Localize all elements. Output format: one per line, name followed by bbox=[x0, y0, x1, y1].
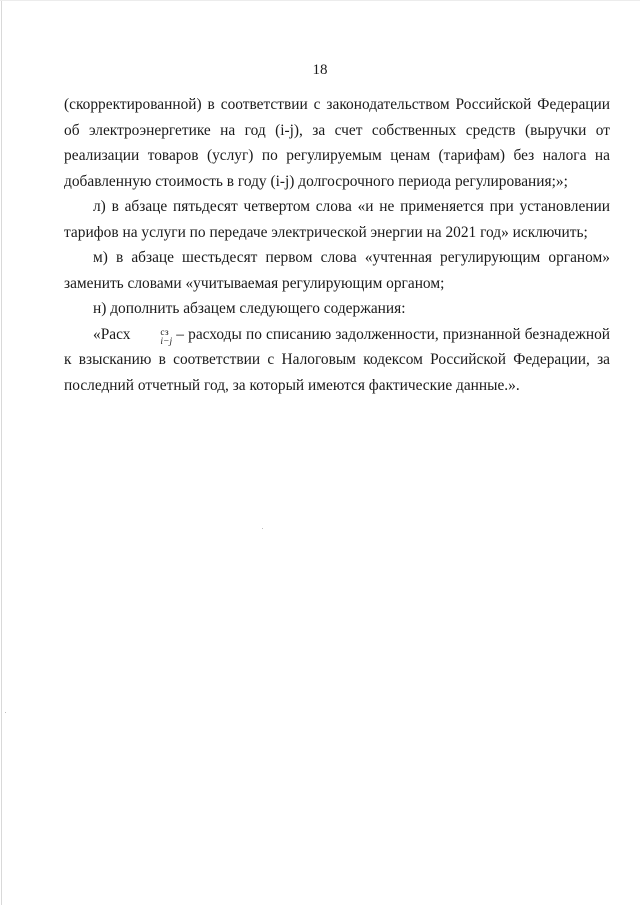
paragraph-item-n: н) дополнить абзацем следующего содержания: bbox=[93, 300, 406, 317]
paragraph-new-definition bbox=[64, 322, 610, 399]
document-body bbox=[64, 92, 610, 398]
page-left-edge bbox=[1, 0, 2, 905]
open-quote: « bbox=[93, 325, 101, 343]
page-top-edge bbox=[0, 0, 640, 1]
scan-speck bbox=[5, 712, 6, 713]
paragraph-item-m: м) в абзаце шестьдесят первом слова «учтенная регулирующим органом» заменить словами «учитываемая регулирующим органом; bbox=[64, 249, 610, 292]
formula-symbol bbox=[100, 325, 173, 347]
scan-speck bbox=[262, 528, 263, 529]
formula-symbol-subscript: i−j bbox=[160, 336, 173, 347]
page-number: 18 bbox=[312, 62, 328, 78]
paragraph-continuation: (скорректированной) в соответствии с законодательством Российской Федерации об электроэнергетике на год (i-j), за счет собственных средств (выручки от реализации товаров (услуг) по регулируемым ценам (тарифам) без налога на добавленную стоимость в году (i-j) долгосрочного периода регулирования;»; bbox=[64, 96, 610, 190]
formula-symbol-base: Расх bbox=[100, 325, 131, 343]
formula-symbol-superscript: сз bbox=[160, 327, 169, 338]
definition-text: – расходы по списанию задолженности, признанной безнадежной к взысканию в соответствии с Налоговым кодексом Российской Федерации, за последний отчетный год, за который имеются фактические данные.». bbox=[64, 325, 610, 394]
paragraph-item-l: л) в абзаце пятьдесят четвертом слова «и не применяется при установлении тарифов на услуги по передаче электрической энергии на 2021 год» исключить; bbox=[64, 198, 610, 241]
formula-symbol-indices bbox=[131, 329, 172, 347]
